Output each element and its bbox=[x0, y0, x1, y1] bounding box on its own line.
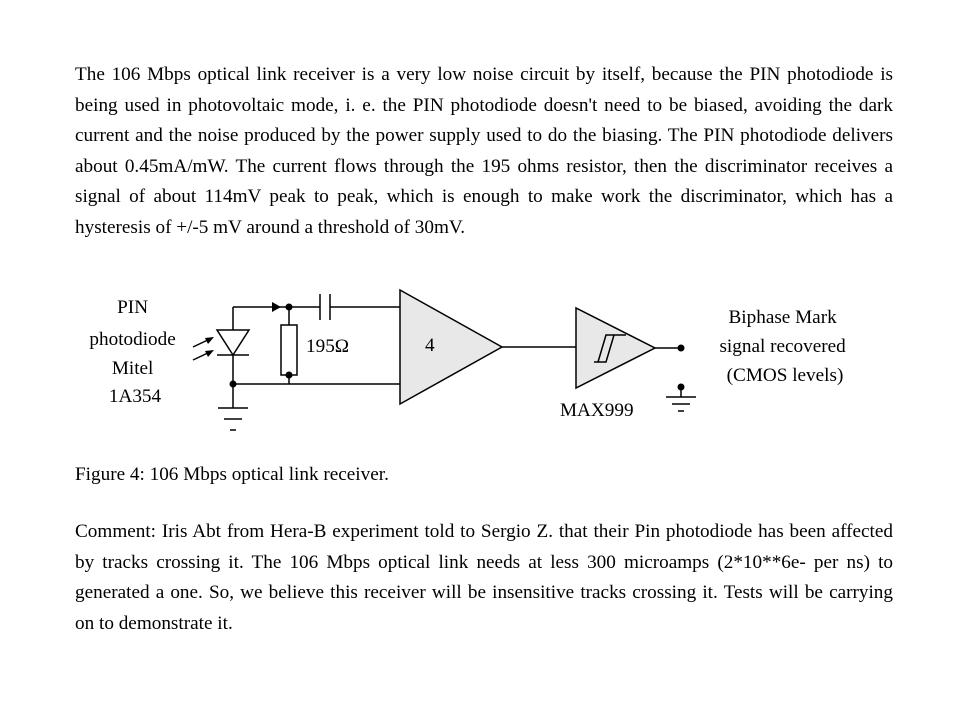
photodiode-symbol bbox=[193, 307, 249, 408]
comparator-symbol bbox=[576, 308, 655, 388]
photodiode-label-line: 1A354 bbox=[108, 386, 162, 407]
output-terminal bbox=[678, 345, 685, 352]
ground-symbol bbox=[218, 408, 248, 430]
intro-paragraph: The 106 Mbps optical link receiver is a very low noise circuit by itself, because the PIN photodiode is being used in photovoltaic mode, i. e. the PIN photodiode doesn't need to be biased, avoiding the dark current and the noise produced by the power supply used to do the biasing. The PIN photodiode delivers about 0.45mA/mW. The current flows through the 195 ohms resistor, then the discriminator receives a signal of about 114mV peak to peak, which is enough to make work the discriminator, which has a hysteresis of +/-5 mV around a threshold of 30mV. bbox=[75, 64, 893, 238]
output-label bbox=[719, 307, 850, 386]
resistor-label: 195Ω bbox=[306, 336, 350, 357]
junction-dot bbox=[286, 304, 293, 311]
junction-dot bbox=[230, 381, 237, 388]
photodiode-label-line: Mitel bbox=[111, 358, 154, 379]
amplifier-gain-label: 4 bbox=[425, 335, 435, 356]
capacitor-symbol bbox=[320, 294, 400, 320]
output-label-line: Biphase Mark bbox=[728, 307, 837, 328]
comment-paragraph: Comment: Iris Abt from Hera-B experiment told to Sergio Z. that their Pin photodiode has been affected by tracks crossing it. The 106 Mbps optical link needs at less 300 microamps (2*10**6e- per ns) to generated a one. So, we believe this receiver will be insensitive tracks crossing it. Tests will be carrying on to demonstrate it. bbox=[75, 521, 893, 634]
output-label-line: (CMOS levels) bbox=[726, 365, 844, 386]
output-label-line: signal recovered bbox=[719, 336, 846, 357]
photodiode-label-line: photodiode bbox=[89, 329, 176, 350]
figure-caption: Figure 4: 106 Mbps optical link receiver. bbox=[75, 464, 389, 485]
comparator-label: MAX999 bbox=[560, 400, 634, 421]
amplifier-symbol bbox=[400, 290, 502, 404]
output-ground-symbol bbox=[666, 384, 696, 412]
junction-dot bbox=[286, 372, 293, 379]
photodiode-label-line: PIN bbox=[117, 297, 149, 318]
photodiode-label bbox=[89, 297, 180, 407]
circuit-diagram bbox=[0, 280, 960, 440]
